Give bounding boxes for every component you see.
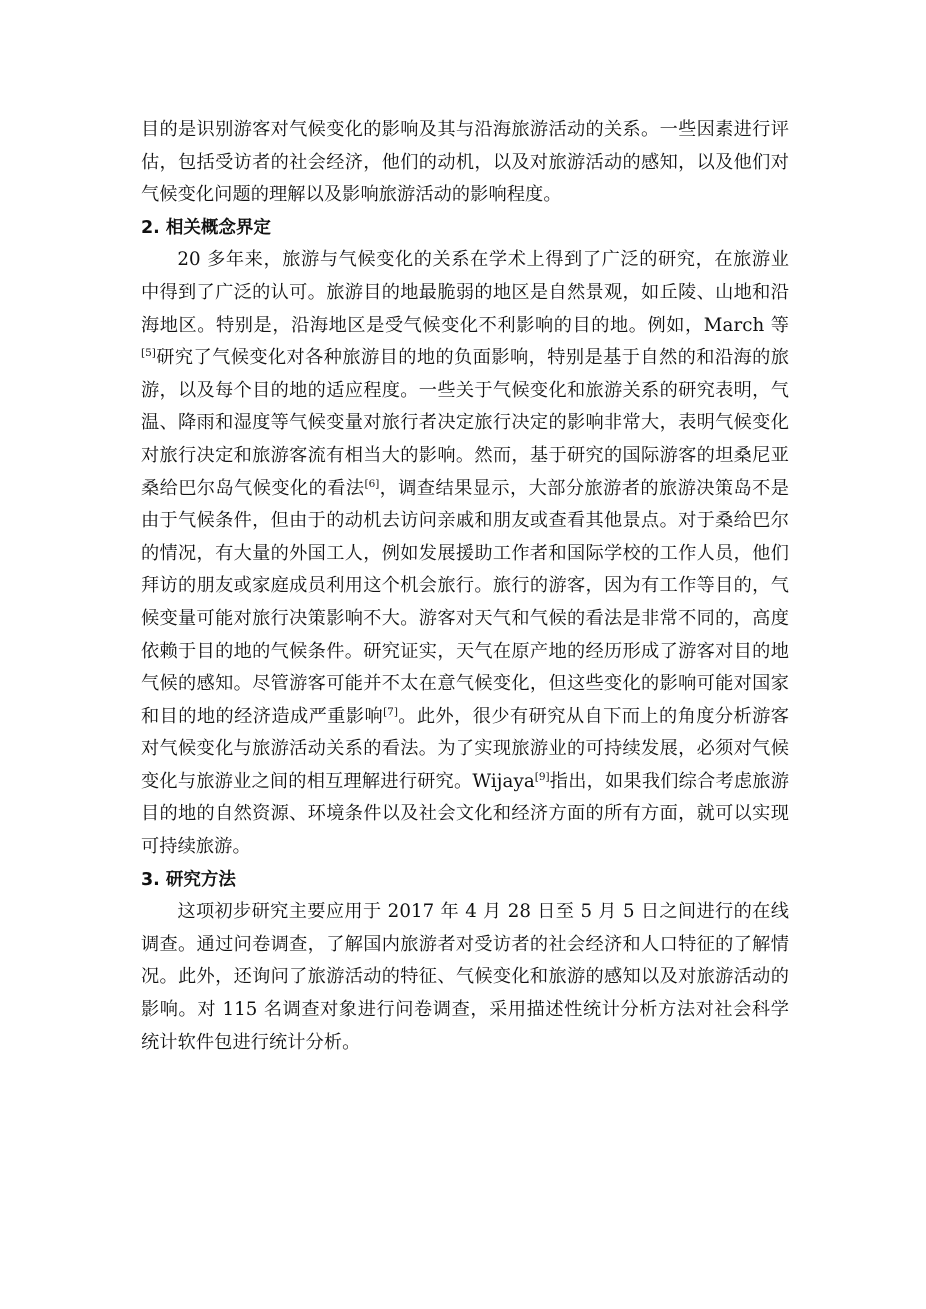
section-2-text-run: 指出，如果我们综合考虑旅游目的地的自然资源、环境条件以及社会文化和经济方面的所有方面，就可以实现可持续旅游。: [141, 770, 789, 858]
section-2-text-run: 研究了气候变化对各种旅游目的地的负面影响，特别是基于自然的和沿海的旅游，以及每个目的地的适应程度。一些关于气候变化和旅游关系的研究表明，气温、降雨和湿度等气候变量对旅行者决定旅行决定的影响非常大，表明气候变化对旅行决定和旅游客流有相当大的影响。然而，基于研究的国际游客的坦桑尼亚桑给巴尔岛气候变化的看法: [141, 347, 789, 499]
section-3-heading: 3. 研究方法: [141, 869, 236, 890]
citation-6: [6]: [364, 477, 380, 490]
citation-5: [5]: [141, 347, 156, 360]
section-3-paragraph: 这项初步研究主要应用于 2017 年 4 月 28 日至 5 月 5 日之间进行的在线调查。通过问卷调查，了解国内旅游者对受访者的社会经济和人口特征的了解情况。此外，还询问了旅游活动的特征、气候变化和旅游的感知以及对旅游活动的影响。对 115 名调查对象进行问卷调查，采用描述性统计分析方法对社会科学统计软件包进行统计分析。: [141, 901, 789, 1053]
section-2-text-run: 。此外，很少有研究从自下而上的角度分析游客对气候变化与旅游活动关系的看法。为了实现旅游业的可持续发展，必须对气候变化与旅游业之间的相互理解进行研究。Wijaya: [141, 705, 789, 792]
section-2-paragraph: [141, 244, 789, 863]
page-body: [141, 114, 789, 1059]
citation-7: [7]: [383, 705, 398, 718]
citation-9: [9]: [534, 770, 550, 783]
section-2-text-run: 20 多年来，旅游与气候变化的关系在学术上得到了广泛的研究，在旅游业中得到了广泛的认可。旅游目的地最脆弱的地区是自然景观，如丘陵、山地和沿海地区。特别是，沿海地区是受气候变化不利影响的目的地。例如，March 等: [141, 249, 789, 336]
section-2-heading: 2. 相关概念界定: [141, 217, 271, 238]
intro-paragraph: 目的是识别游客对气候变化的影响及其与沿海旅游活动的关系。一些因素进行评估，包括受访者的社会经济，他们的动机，以及对旅游活动的感知，以及他们对气候变化问题的理解以及影响旅游活动的影响程度。: [141, 119, 789, 206]
section-2-text-run: ，调查结果显示，大部分旅游者的旅游决策岛不是由于气候条件，但由于的动机去访问亲戚和朋友或查看其他景点。对于桑给巴尔的情况，有大量的外国工人，例如发展援助工作者和国际学校的工作人员，他们拜访的朋友或家庭成员利用这个机会旅行。旅行的游客，因为有工作等目的，气候变量可能对旅行决策影响不大。游客对天气和气候的看法是非常不同的，高度依赖于目的地的气候条件。研究证实，天气在原产地的经历形成了游客对目的地气候的感知。尽管游客可能并不太在意气候变化，但这些变化的影响可能对国家和目的地的经济造成严重影响: [141, 477, 790, 727]
